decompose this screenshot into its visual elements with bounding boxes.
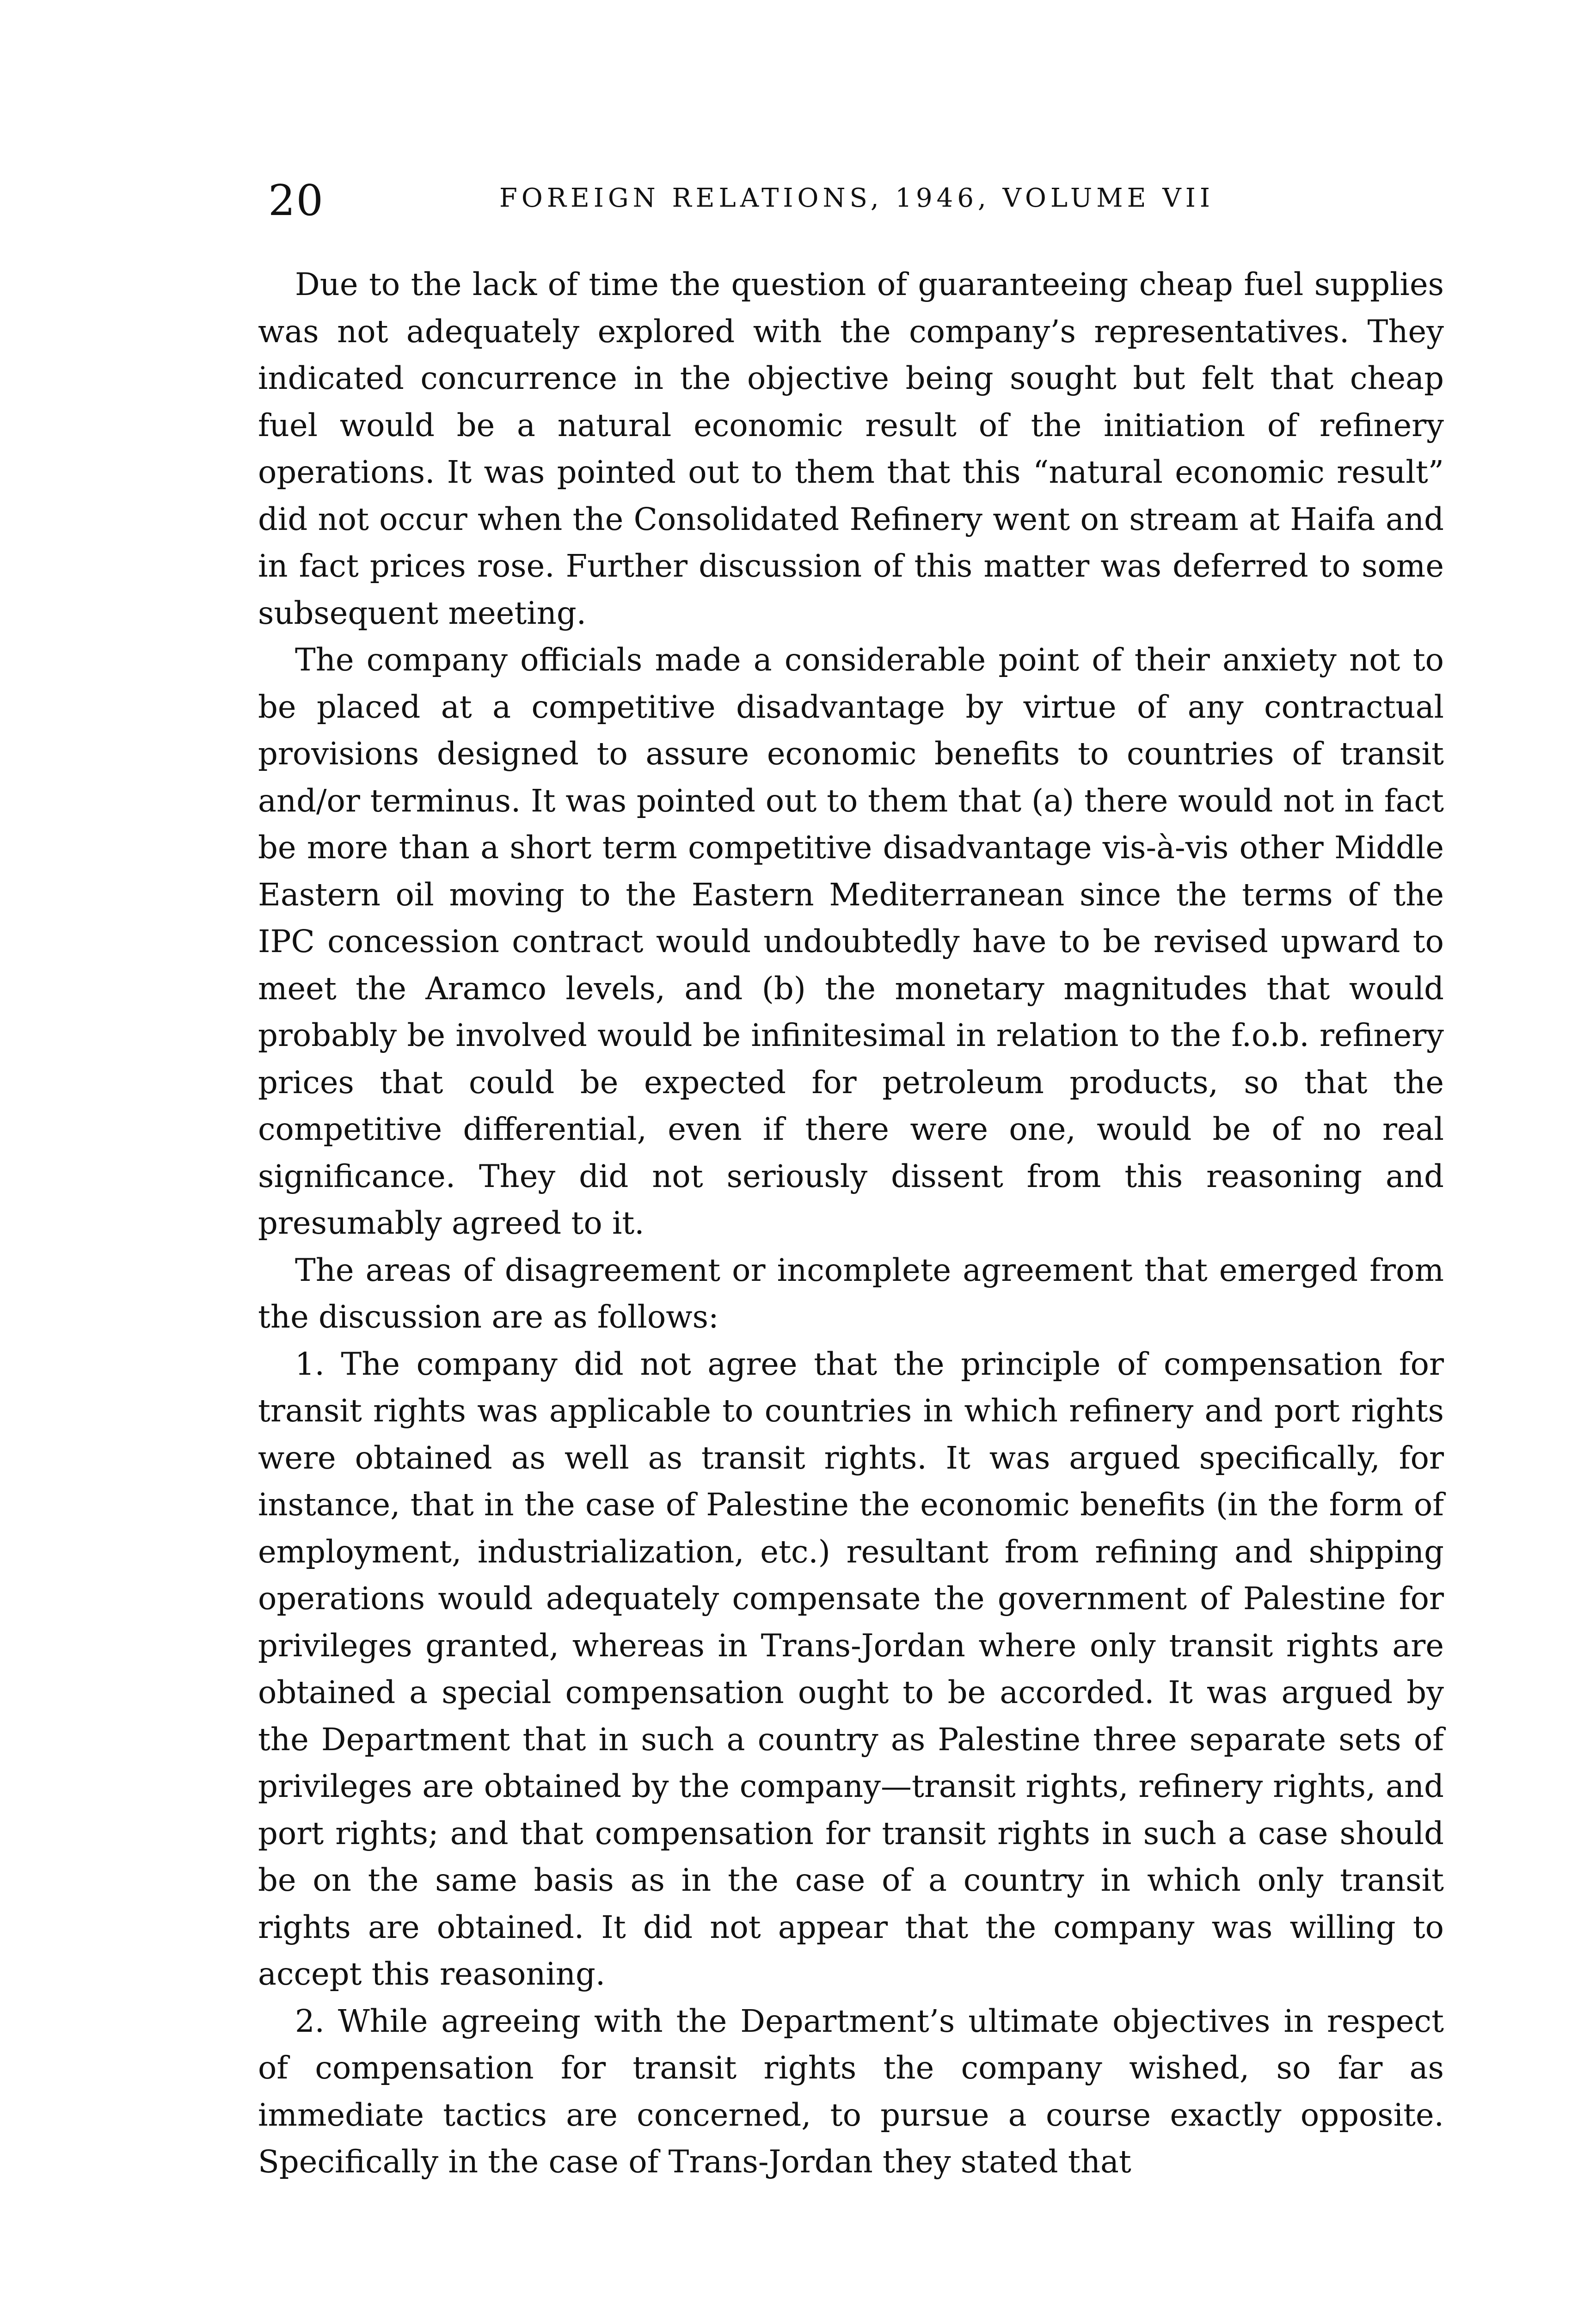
paragraph-point-1: 1. The company did not agree that the principle of compensation for transit rights was applicable to countries in which refinery and port rights were obtained as well as transit rights. It was argued specifically, for instance, that in the case of Palestine the economic benefits (in the form of employment, industrialization, etc.) resultant from refining and shipping operations would adequately compensate the government of Palestine for privileges granted, whereas in Trans-Jordan where only transit rights are obtained a special compensation ought to be accorded. It was argued by the Department that in such a country as Palestine three separate sets of privileges are obtained by the company—transit rights, refinery rights, and port rights; and that compensation for transit rights in such a case should be on the same basis as in the case of a country in which only transit rights are obtained. It did not appear that the company was willing to accept this reasoning. [258,1346,1444,1992]
page-number: 20 [268,176,325,225]
body-text [258,261,1444,2186]
paragraph-areas-of-disagreement: The areas of disagreement or incomplete agreement that emerged from the discussion are as follows: [258,1252,1444,1335]
paragraph-point-2: 2. While agreeing with the Department’s ultimate objectives in respect of compensation for transit rights the company wished, so far as immediate tactics are concerned, to pursue a course exactly opposite. Specifically in the case of Trans-Jordan they stated that [258,2003,1444,2180]
paragraph-competitive-disadvantage: The company officials made a considerable point of their anxiety not to be placed at a competitive disadvantage by virtue of any contractual provisions designed to assure economic benefits to countries of transit and/or terminus. It was pointed out to them that (a) there would not in fact be more than a short term competitive disadvantage vis-à-vis other Middle Eastern oil moving to the Eastern Mediterranean since the terms of the IPC concession contract would undoubtedly have to be revised upward to meet the Aramco levels, and (b) the monetary magnitudes that would probably be involved would be infinitesimal in relation to the f.o.b. refinery prices that could be expected for petroleum products, so that the competitive differential, even if there were one, would be of no real significance. They did not seriously dissent from this reasoning and presumably agreed to it. [258,642,1444,1241]
running-title: FOREIGN RELATIONS, 1946, VOLUME VII [499,183,1214,213]
running-head [259,171,1443,236]
paragraph-cheap-fuel: Due to the lack of time the question of guaranteeing cheap fuel supplies was not adequately explored with the company’s representatives. They indicated concurrence in the objective being sought but felt that cheap fuel would be a natural economic result of the initiation of refinery operations. It was pointed out to them that this “natural economic result” did not occur when the Consolidated Refinery went on stream at Haifa and in fact prices rose. Further discussion of this matter was deferred to some subsequent meeting. [258,266,1444,631]
